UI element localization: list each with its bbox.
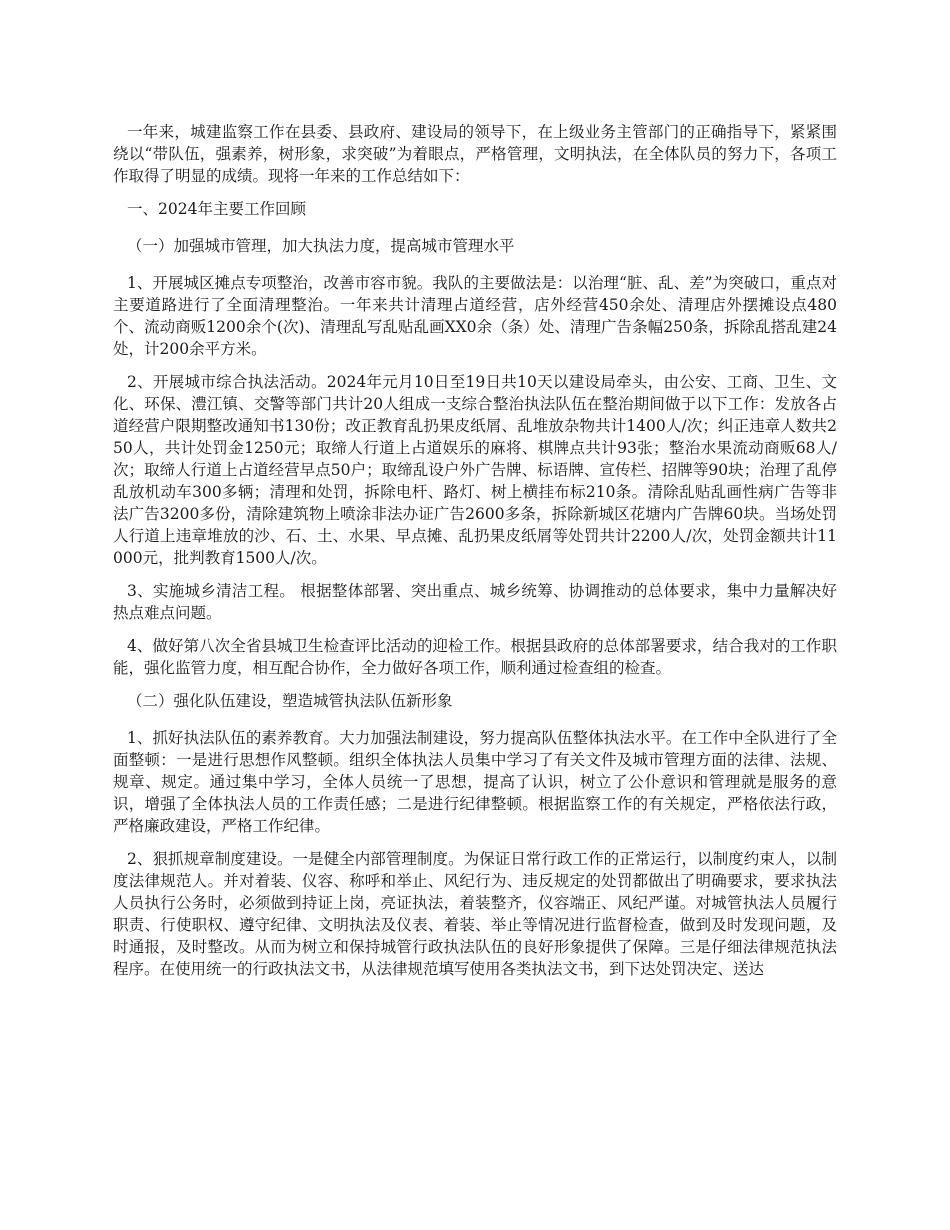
paragraph-health-inspection: 4、做好第八次全省县城卫生检查评比活动的迎检工作。根据县政府的总体部署要求，结合我对的工作职能，强化监管力度，相互配合协作，全力做好各项工作，顺利通过检查组的检查。 [113,637,837,677]
paragraph-cleaning-project: 3、实施城乡清洁工程。 根据整体部署、突出重点、城乡统筹、协调推动的总体要求，集中力量解决好热点难点问题。 [113,582,837,622]
paragraph-team-education: 1、抓好执法队伍的素养教育。大力加强法制建设，努力提高队伍整体执法水平。在工作中全队进行了全面整顿：一是进行思想作风整顿。组织全体执法人员集中学习了有关文件及城市管理方面的法律、法规、规章、规定。通过集中学习，全体人员统一了思想，提高了认识，树立了公仆意识和管理就是服务的意识，增强了全体执法人员的工作责任感；二是进行纪律整顿。根据监察工作的有关规定，严格依法行政，严格廉政建设，严格工作纪律。 [113,729,837,835]
paragraph-comprehensive-enforcement: 2、开展城市综合执法活动。2024年元月10日至19日共10天以建设局牵头，由公安、工商、卫生、文化、环保、澧江镇、交警等部门共计20人组成一支综合整治执法队伍在整治期间做于以下工作：发放各占道经营户限期整改通知书130份；改正教育乱扔果皮纸屑、乱堆放杂物共计1400人/次；纠正违章人数共250人，共计处罚金1250元；取缔人行道上占道娱乐的麻将、棋牌点共计93张；整治水果流动商贩68人/次；取缔人行道上占道经营早点50户；取缔乱设户外广告牌、标语牌、宣传栏、招牌等90块；治理了乱停乱放机动车300多辆；清理和处罚，拆除电杆、路灯、树上横挂布标210条。清除乱贴乱画性病广告等非法广告3200多份，清除建筑物上喷涂非法办证广告2600多条，拆除新城区花塘内广告牌60块。当场处罚人行道上违章堆放的沙、石、土、水果、早点摊、乱扔果皮纸屑等处罚共计2200人/次，处罚金额共计11000元，批判教育1500人/次。 [113,373,837,567]
intro-paragraph: 一年来，城建监察工作在县委、县政府、建设局的领导下，在上级业务主管部门的正确指导下，紧紧围绕以“带队伍，强素养，树形象，求突破”为着眼点，严格管理，文明执法，在全体队员的努力下，各项工作取得了明显的成绩。现将一年来的工作总结如下： [113,123,837,185]
paragraph-stall-rectification: 1、开展城区摊点专项整治，改善市容市貌。我队的主要做法是：以治理“脏、乱、差”为突破口，重点对主要道路进行了全面清理整治。一年来共计清理占道经营，店外经营450余处、清理店外摆摊设点480个、流动商贩1200余个(次)、清理乱写乱贴乱画XX0余（条）处、清理广告条幅250条，拆除乱搭乱建24处，计200余平方米。 [113,274,837,358]
subsection-heading-city-management: （一）加强城市管理，加大执法力度，提高城市管理水平 [127,237,515,255]
section-heading-review: 一、2024年主要工作回顾 [127,200,306,218]
paragraph-rules-building: 2、狠抓规章制度建设。一是健全内部管理制度。为保证日常行政工作的正常运行，以制度约束人，以制度法律规范人。并对着装、仪容、称呼和举止、风纪行为、违反规定的处罚都做出了明确要求，要求执法人员执行公务时，必须做到持证上岗，亮证执法，着装整齐，仪容端正、风纪严谨。对城管执法人员履行职责、行使职权、遵守纪律、文明执法及仪表、着装、举止等情况进行监督检查，做到及时发现问题，及时通报，及时整改。从而为树立和保持城管行政执法队伍的良好形象提供了保障。三是仔细法律规范执法程序。在使用统一的行政执法文书，从法律规范填写使用各类执法文书，到下达处罚决定、送达 [113,850,837,978]
document-body [113,121,837,980]
subsection-heading-team-building: （二）强化队伍建设，塑造城管执法队伍新形象 [127,692,453,710]
